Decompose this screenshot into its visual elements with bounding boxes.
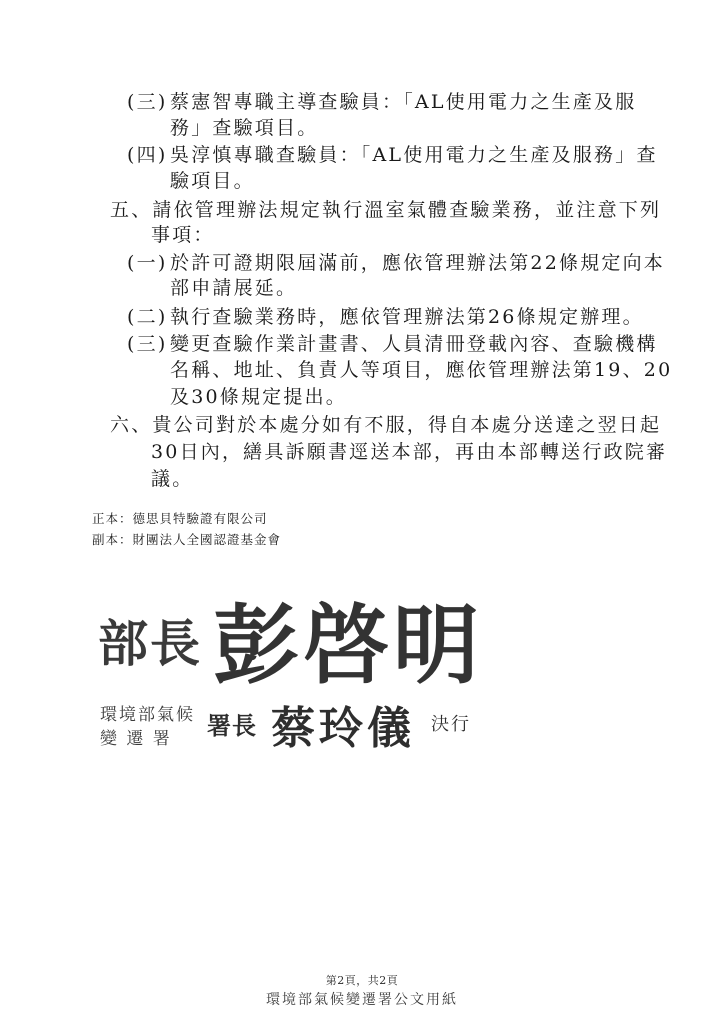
list-marker: (二)	[127, 306, 168, 328]
paragraph-line: 及30條規定提出。	[170, 386, 347, 408]
section-heading-line: 六、貴公司對於本處分如有不服，得自本處分送達之翌日起	[110, 414, 662, 436]
paragraph-line: 名稱、地址、負責人等項目，應依管理辦法第19、20	[170, 359, 673, 381]
minister-title: 部長	[98, 614, 202, 673]
paragraph-line: 部申請展延。	[170, 277, 298, 299]
paragraph-line: 於許可證期限屆滿前，應依管理辦法第22條規定向本	[170, 252, 665, 274]
list-marker: (三)	[127, 91, 168, 113]
list-marker: (三)	[127, 333, 168, 355]
list-marker: (四)	[127, 144, 168, 166]
director-title: 署長	[207, 711, 257, 740]
agency-name-line: 環境部氣候	[100, 705, 195, 725]
paragraph-line: 蔡憲智專職主導查驗員：「AL使用電力之生產及服	[170, 91, 637, 113]
paragraph-line: 30日內，繕具訴願書逕送本部，再由本部轉送行政院審	[151, 441, 668, 463]
paragraph-line: 議。	[151, 468, 194, 490]
original-recipient: 正本：德思貝特驗證有限公司	[92, 511, 268, 526]
director-name-signature: 蔡玲儀	[271, 703, 415, 754]
paragraph-line: 變更查驗作業計畫書、人員清冊登載內容、查驗機構	[170, 333, 658, 355]
paragraph-line: 務」查驗項目。	[170, 117, 319, 139]
paragraph-line: 驗項目。	[170, 170, 255, 192]
delegation-note: 決行	[431, 714, 471, 735]
paper-label: 環境部氣候變遷署公文用紙	[266, 992, 458, 1008]
paragraph-line: 事項：	[151, 224, 215, 246]
list-marker: (一)	[127, 252, 168, 274]
copy-recipient: 副本：財團法人全國認證基金會	[92, 532, 282, 547]
agency-name-line: 變 遷 署	[100, 729, 172, 749]
page-number: 第2頁，共2頁	[325, 974, 399, 987]
section-heading-line: 五、請依管理辦法規定執行溫室氣體查驗業務，並注意下列	[110, 199, 662, 221]
paragraph-line: 執行查驗業務時，應依管理辦法第26條規定辦理。	[170, 306, 644, 328]
minister-name-signature: 彭啓明	[213, 595, 483, 696]
paragraph-line: 吳淳慎專職查驗員：「AL使用電力之生產及服務」查	[170, 144, 658, 166]
